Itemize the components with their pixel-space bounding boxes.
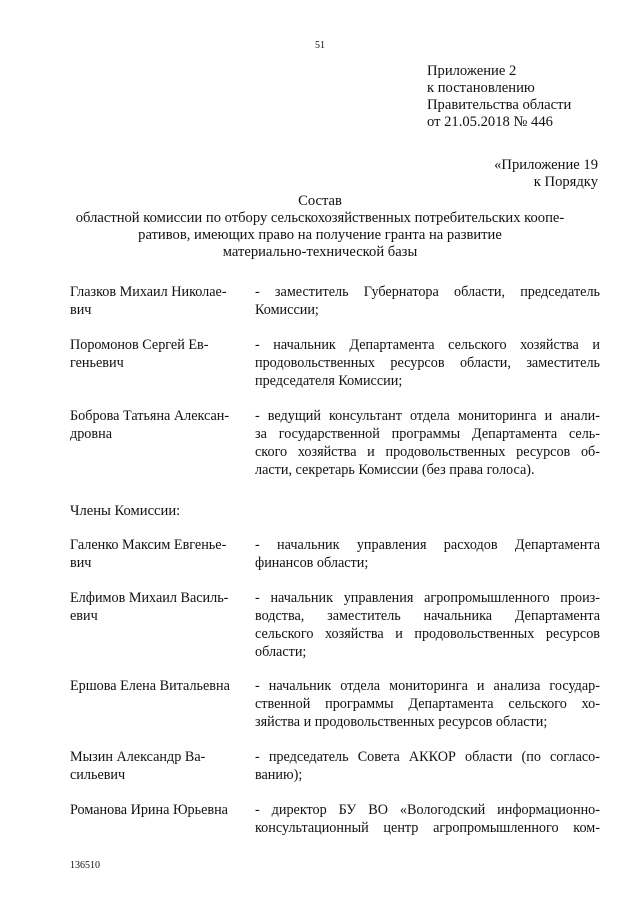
reference-line: «Приложение 19	[494, 157, 598, 173]
member-name: Глазков Михаил Николае- вич	[70, 284, 227, 318]
member-name: Поромонов Сергей Ев- геньевич	[70, 337, 209, 371]
appendix-line: Приложение 2	[427, 63, 517, 79]
member-name: Романова Ирина Юрьевна	[70, 802, 228, 818]
appendix-line: от 21.05.2018 № 446	[427, 114, 553, 130]
document-title	[0, 193, 640, 261]
member-name: Ершова Елена Витальевна	[70, 678, 230, 694]
appendix-block	[427, 63, 571, 131]
member-name: Мызин Александр Ва- сильевич	[70, 749, 206, 783]
member-role: - начальник управления расходов Департамента финансов области;	[255, 537, 600, 571]
title-line: областной комиссии по отбору сельскохозяйственных потребительских коопе-	[75, 210, 565, 226]
member-role: - ведущий консультант отдела мониторинга и анали- за государственной программы Департамента сель- ского хозяйства и продовольственных ресурсов об- ласти, секретарь Комиссии (без права голоса).	[255, 408, 600, 478]
members-header: Члены Комиссии:	[70, 503, 181, 519]
page-number: 51	[315, 40, 325, 51]
member-name: Боброва Татьяна Алексан- дровна	[70, 408, 230, 442]
member-role: - начальник управления агропромышленного произ- водства, заместитель начальника Департамента сельского хозяйства и продовольственных ресурсов области;	[255, 590, 600, 660]
title-line: ративов, имеющих право на получение гранта на развитие	[138, 227, 502, 243]
member-role: - директор БУ ВО «Вологодский информационно- консультационный центр агропромышленного ком-	[255, 802, 600, 836]
member-role: - начальник Департамента сельского хозяйства и продовольственных ресурсов области, заместитель председателя Комиссии;	[255, 337, 600, 389]
title-line: Состав	[298, 193, 342, 209]
member-name: Галенко Максим Евгенье- вич	[70, 537, 227, 571]
member-role: - заместитель Губернатора области, председатель Комиссии;	[255, 284, 600, 318]
member-name: Елфимов Михаил Василь- евич	[70, 590, 229, 624]
reference-line: к Порядку	[533, 174, 598, 190]
member-role: - начальник отдела мониторинга и анализа государ- ственной программы Департамента сельского хо- зяйства и продовольственных ресурсов области;	[255, 678, 600, 730]
reference-block	[494, 157, 598, 191]
appendix-line: Правительства области	[427, 97, 572, 113]
member-role: - председатель Совета АККОР области (по согласо- ванию);	[255, 749, 600, 783]
appendix-line: к постановлению	[427, 80, 535, 96]
footer-code: 136510	[70, 860, 100, 871]
title-line: материально-технической базы	[222, 244, 418, 260]
